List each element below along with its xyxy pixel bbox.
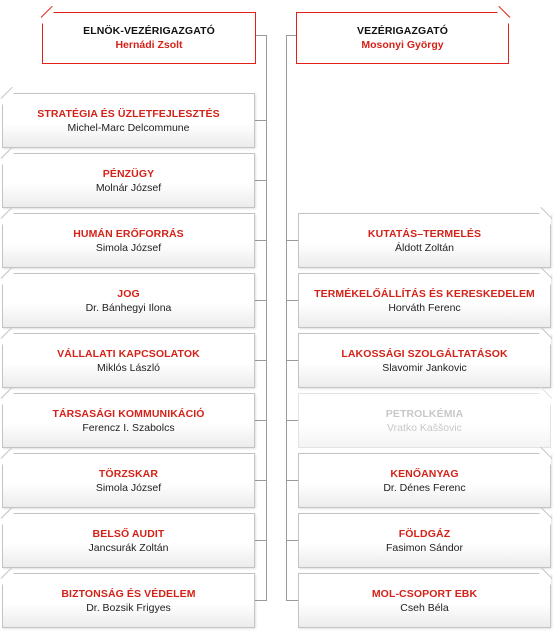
unit-title: TÁRSASÁGI KOMMUNIKÁCIÓ xyxy=(52,407,205,420)
unit-box-communication[interactable] xyxy=(2,393,255,448)
unit-head-name: Simola József xyxy=(95,481,162,494)
unit-box-security[interactable] xyxy=(2,573,255,628)
unit-head-name: Miklós László xyxy=(96,361,161,374)
head-box-ceo[interactable] xyxy=(296,12,509,64)
unit-box-internal-audit[interactable] xyxy=(2,513,255,568)
unit-box-petrochemicals[interactable] xyxy=(298,393,551,448)
unit-title: LAKOSSÁGI SZOLGÁLTATÁSOK xyxy=(341,347,508,360)
unit-box-exploration[interactable] xyxy=(298,213,551,268)
unit-head-name: Simola József xyxy=(95,241,162,254)
unit-title: TÖRZSKAR xyxy=(98,467,159,480)
unit-head-name: Fasimon Sándor xyxy=(385,541,464,554)
unit-head-name: Jancsurák Zoltán xyxy=(88,541,169,554)
head-box-chairman[interactable] xyxy=(42,12,256,64)
unit-box-retail[interactable] xyxy=(298,333,551,388)
unit-box-hr[interactable] xyxy=(2,213,255,268)
unit-head-name: Slavomir Jankovic xyxy=(382,361,467,374)
unit-title: JOG xyxy=(117,287,140,300)
unit-title: KUTATÁS–TERMELÉS xyxy=(367,227,482,240)
unit-title: HUMÁN ERŐFORRÁS xyxy=(73,227,184,240)
unit-title: BIZTONSÁG ÉS VÉDELEM xyxy=(61,587,196,600)
unit-head-name: Horváth Ferenc xyxy=(388,301,461,314)
unit-head-name: Áldott Zoltán xyxy=(395,241,454,254)
unit-head-name: Ferencz I. Szabolcs xyxy=(82,421,175,434)
unit-box-finance[interactable] xyxy=(2,153,255,208)
unit-title: FÖLDGÁZ xyxy=(398,527,451,540)
unit-head-name: Dr. Bozsik Frigyes xyxy=(86,601,171,614)
unit-box-lubricants[interactable] xyxy=(298,453,551,508)
unit-head-name: Dr. Bánhegyi Ilona xyxy=(85,301,172,314)
unit-title: PÉNZÜGY xyxy=(102,167,155,180)
head-title: VEZÉRIGAZGATÓ xyxy=(357,25,448,37)
head-title: ELNÖK-VEZÉRIGAZGATÓ xyxy=(83,25,215,37)
head-name: Hernádi Zsolt xyxy=(115,39,183,51)
unit-title: STRATÉGIA ÉS ÜZLETFEJLESZTÉS xyxy=(37,107,220,120)
unit-title: KENŐANYAG xyxy=(390,467,459,480)
unit-box-strategy[interactable] xyxy=(2,93,255,148)
unit-title: PETROLKÉMIA xyxy=(385,407,464,420)
unit-box-staff[interactable] xyxy=(2,453,255,508)
unit-head-name: Dr. Dénes Ferenc xyxy=(383,481,466,494)
unit-head-name: Michel-Marc Delcommune xyxy=(67,121,190,134)
unit-box-legal[interactable] xyxy=(2,273,255,328)
unit-box-refining-marketing[interactable] xyxy=(298,273,551,328)
unit-head-name: Molnár József xyxy=(95,181,162,194)
head-name: Mosonyi György xyxy=(361,39,444,51)
unit-title: BELSŐ AUDIT xyxy=(92,527,165,540)
unit-title: TERMÉKELŐÁLLÍTÁS ÉS KERESKEDELEM xyxy=(314,287,535,300)
unit-box-corporate-relations[interactable] xyxy=(2,333,255,388)
unit-box-natural-gas[interactable] xyxy=(298,513,551,568)
unit-box-hse[interactable] xyxy=(298,573,551,628)
unit-title: MOL-CSOPORT EBK xyxy=(371,587,478,600)
unit-head-name: Vratko Kaššovic xyxy=(387,421,462,434)
unit-head-name: Cseh Béla xyxy=(400,601,449,614)
unit-title: VÁLLALATI KAPCSOLATOK xyxy=(57,347,200,360)
